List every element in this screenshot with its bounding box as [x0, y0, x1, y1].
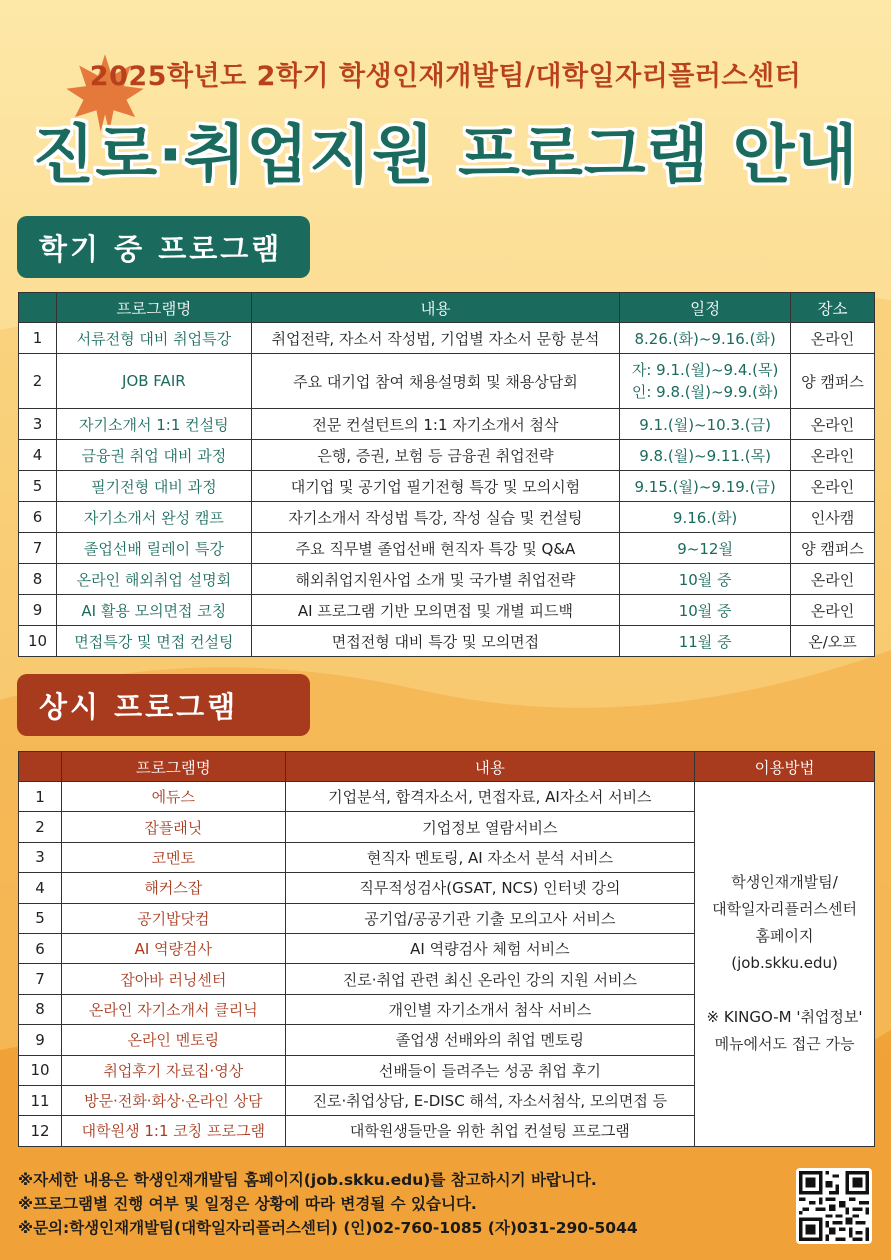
- table-row: [19, 502, 875, 533]
- program-name: 자기소개서 1:1 컨설팅: [56, 409, 251, 440]
- page-subtitle: 2025학년도 2학기 학생인재개발팀/대학일자리플러스센터: [89, 61, 802, 92]
- program-name: 필기전형 대비 과정: [56, 471, 251, 502]
- table-row: [19, 409, 875, 440]
- table-row: [19, 471, 875, 502]
- table-row: [19, 354, 875, 409]
- header-name: 프로그램명: [56, 293, 251, 323]
- program-date: 11월 중: [620, 626, 791, 657]
- row-number: 12: [19, 1116, 62, 1146]
- program-date-line: 인: 9.8.(월)~9.9.(화): [631, 383, 779, 401]
- header-no: [19, 752, 62, 782]
- program-name: AI 역량검사: [61, 933, 285, 963]
- row-number: 4: [19, 440, 57, 471]
- row-number: 9: [19, 595, 57, 626]
- row-number: 7: [19, 964, 62, 994]
- program-name: 서류전형 대비 취업특강: [56, 323, 251, 354]
- program-name: 온라인 멘토링: [61, 1025, 285, 1055]
- program-name: JOB FAIR: [56, 354, 251, 409]
- row-number: 2: [19, 812, 62, 842]
- program-content: 주요 직무별 졸업선배 현직자 특강 및 Q&A: [251, 533, 619, 564]
- program-content: 대학원생들만을 위한 취업 컨설팅 프로그램: [285, 1116, 694, 1146]
- row-number: 8: [19, 564, 57, 595]
- footer-note: ※자세한 내용은 학생인재개발팀 홈페이지(job.skku.edu)를 참고하시기 바랍니다.: [18, 1171, 597, 1189]
- program-content: 현직자 멘토링, AI 자소서 분석 서비스: [285, 842, 694, 872]
- header-no: [19, 293, 57, 323]
- footer-notes: [18, 1168, 788, 1240]
- table-row: [19, 564, 875, 595]
- program-date: 9.1.(월)~10.3.(금): [620, 409, 791, 440]
- program-date: 9.16.(화): [620, 502, 791, 533]
- program-name: 면접특강 및 면접 컨설팅: [56, 626, 251, 657]
- usage-spacer: [701, 977, 868, 1004]
- row-number: 7: [19, 533, 57, 564]
- program-name: 해커스잡: [61, 873, 285, 903]
- row-number: 10: [19, 1055, 62, 1085]
- row-number: 10: [19, 626, 57, 657]
- always-programs-table: [18, 751, 875, 1147]
- program-content: 은행, 증권, 보험 등 금융권 취업전략: [251, 440, 619, 471]
- program-date: 9~12월: [620, 533, 791, 564]
- program-place: 온라인: [791, 595, 875, 626]
- table-header-row: [19, 293, 875, 323]
- program-content: 진로·취업 관련 최신 온라인 강의 지원 서비스: [285, 964, 694, 994]
- program-place: 온라인: [791, 564, 875, 595]
- program-content: 자기소개서 작성법 특강, 작성 실습 및 컨설팅: [251, 502, 619, 533]
- usage-line: 메뉴에서도 접근 가능: [714, 1035, 855, 1054]
- program-content: 직무적성검사(GSAT, NCS) 인터넷 강의: [285, 873, 694, 903]
- program-date: 10월 중: [620, 564, 791, 595]
- program-content: AI 프로그램 기반 모의면접 및 개별 피드백: [251, 595, 619, 626]
- row-number: 9: [19, 1025, 62, 1055]
- program-name: 공기밥닷컴: [61, 903, 285, 933]
- program-name: 취업후기 자료집·영상: [61, 1055, 285, 1085]
- table-row: [19, 626, 875, 657]
- program-name: AI 활용 모의면접 코칭: [56, 595, 251, 626]
- table-row: [19, 323, 875, 354]
- row-number: 4: [19, 873, 62, 903]
- table-row: [19, 533, 875, 564]
- program-date: 9.15.(월)~9.19.(금): [620, 471, 791, 502]
- row-number: 3: [19, 842, 62, 872]
- footer-note: ※문의:학생인재개발팀(대학일자리플러스센터) (인)02-760-1085 (자)031-290-5044: [18, 1219, 638, 1237]
- program-content: 해외취업지원사업 소개 및 국가별 취업전략: [251, 564, 619, 595]
- usage-info: [695, 782, 875, 1147]
- header-usage: 이용방법: [695, 752, 875, 782]
- program-content: 전문 컨설턴트의 1:1 자기소개서 첨삭: [251, 409, 619, 440]
- program-name: 졸업선배 릴레이 특강: [56, 533, 251, 564]
- page-title: 진로·취업지원 프로그램 안내: [32, 119, 859, 193]
- program-name: 온라인 해외취업 설명회: [56, 564, 251, 595]
- program-date: 9.8.(월)~9.11.(목): [620, 440, 791, 471]
- program-place: 온라인: [791, 409, 875, 440]
- program-content: AI 역량검사 체험 서비스: [285, 933, 694, 963]
- program-name: 대학원생 1:1 코칭 프로그램: [61, 1116, 285, 1146]
- header-content: 내용: [251, 293, 619, 323]
- usage-line: ※ KINGO-M '취업정보': [706, 1008, 863, 1027]
- table-row: [19, 440, 875, 471]
- row-number: 5: [19, 903, 62, 933]
- semester-section-title: 학기 중 프로그램: [17, 216, 310, 278]
- header-place: 장소: [791, 293, 875, 323]
- row-number: 8: [19, 994, 62, 1024]
- program-name: 온라인 자기소개서 클리닉: [61, 994, 285, 1024]
- table-row: [19, 595, 875, 626]
- program-place: 온라인: [791, 440, 875, 471]
- program-name: 자기소개서 완성 캠프: [56, 502, 251, 533]
- program-content: 개인별 자기소개서 첨삭 서비스: [285, 994, 694, 1024]
- program-place: 온라인: [791, 323, 875, 354]
- program-date-line: 자: 9.1.(월)~9.4.(목): [631, 361, 779, 379]
- program-content: 진로·취업상담, E-DISC 해석, 자소서첨삭, 모의면접 등: [285, 1085, 694, 1115]
- program-name: 잡아바 러닝센터: [61, 964, 285, 994]
- program-content: 선배들이 들려주는 성공 취업 후기: [285, 1055, 694, 1085]
- program-place: 온라인: [791, 471, 875, 502]
- header-name: 프로그램명: [61, 752, 285, 782]
- program-place: 양 캠퍼스: [791, 354, 875, 409]
- program-content: 기업정보 열람서비스: [285, 812, 694, 842]
- row-number: 3: [19, 409, 57, 440]
- program-date: [620, 354, 791, 409]
- program-content: 대기업 및 공기업 필기전형 특강 및 모의시험: [251, 471, 619, 502]
- program-content: 공기업/공공기관 기출 모의고사 서비스: [285, 903, 694, 933]
- row-number: 1: [19, 782, 62, 812]
- table-row: [19, 782, 875, 812]
- usage-line: (job.skku.edu): [731, 954, 838, 973]
- program-name: 에듀스: [61, 782, 285, 812]
- usage-line: 홈페이지: [755, 927, 814, 946]
- row-number: 11: [19, 1085, 62, 1115]
- row-number: 2: [19, 354, 57, 409]
- footer-note: ※프로그램별 진행 여부 및 일정은 상황에 따라 변경될 수 있습니다.: [18, 1195, 477, 1213]
- usage-line: 학생인재개발팀/: [731, 873, 838, 892]
- program-name: 방문·전화·화상·온라인 상담: [61, 1085, 285, 1115]
- program-name: 코멘토: [61, 842, 285, 872]
- header-date: 일정: [620, 293, 791, 323]
- program-date: 10월 중: [620, 595, 791, 626]
- row-number: 6: [19, 502, 57, 533]
- program-place: 인사캠: [791, 502, 875, 533]
- program-place: 온/오프: [791, 626, 875, 657]
- table-header-row: [19, 752, 875, 782]
- program-name: 잡플래닛: [61, 812, 285, 842]
- program-place: 양 캠퍼스: [791, 533, 875, 564]
- always-section-title: 상시 프로그램: [17, 674, 310, 736]
- usage-line: 대학일자리플러스센터: [712, 900, 857, 919]
- row-number: 6: [19, 933, 62, 963]
- qr-code-icon[interactable]: [796, 1168, 872, 1244]
- program-content: 졸업생 선배와의 취업 멘토링: [285, 1025, 694, 1055]
- program-content: 취업전략, 자소서 작성법, 기업별 자소서 문항 분석: [251, 323, 619, 354]
- header-content: 내용: [285, 752, 694, 782]
- program-content: 주요 대기업 참여 채용설명회 및 채용상담회: [251, 354, 619, 409]
- program-name: 금융권 취업 대비 과정: [56, 440, 251, 471]
- program-content: 기업분석, 합격자소서, 면접자료, AI자소서 서비스: [285, 782, 694, 812]
- row-number: 1: [19, 323, 57, 354]
- row-number: 5: [19, 471, 57, 502]
- program-date: 8.26.(화)~9.16.(화): [620, 323, 791, 354]
- program-content: 면접전형 대비 특강 및 모의면접: [251, 626, 619, 657]
- semester-programs-table: [18, 292, 875, 657]
